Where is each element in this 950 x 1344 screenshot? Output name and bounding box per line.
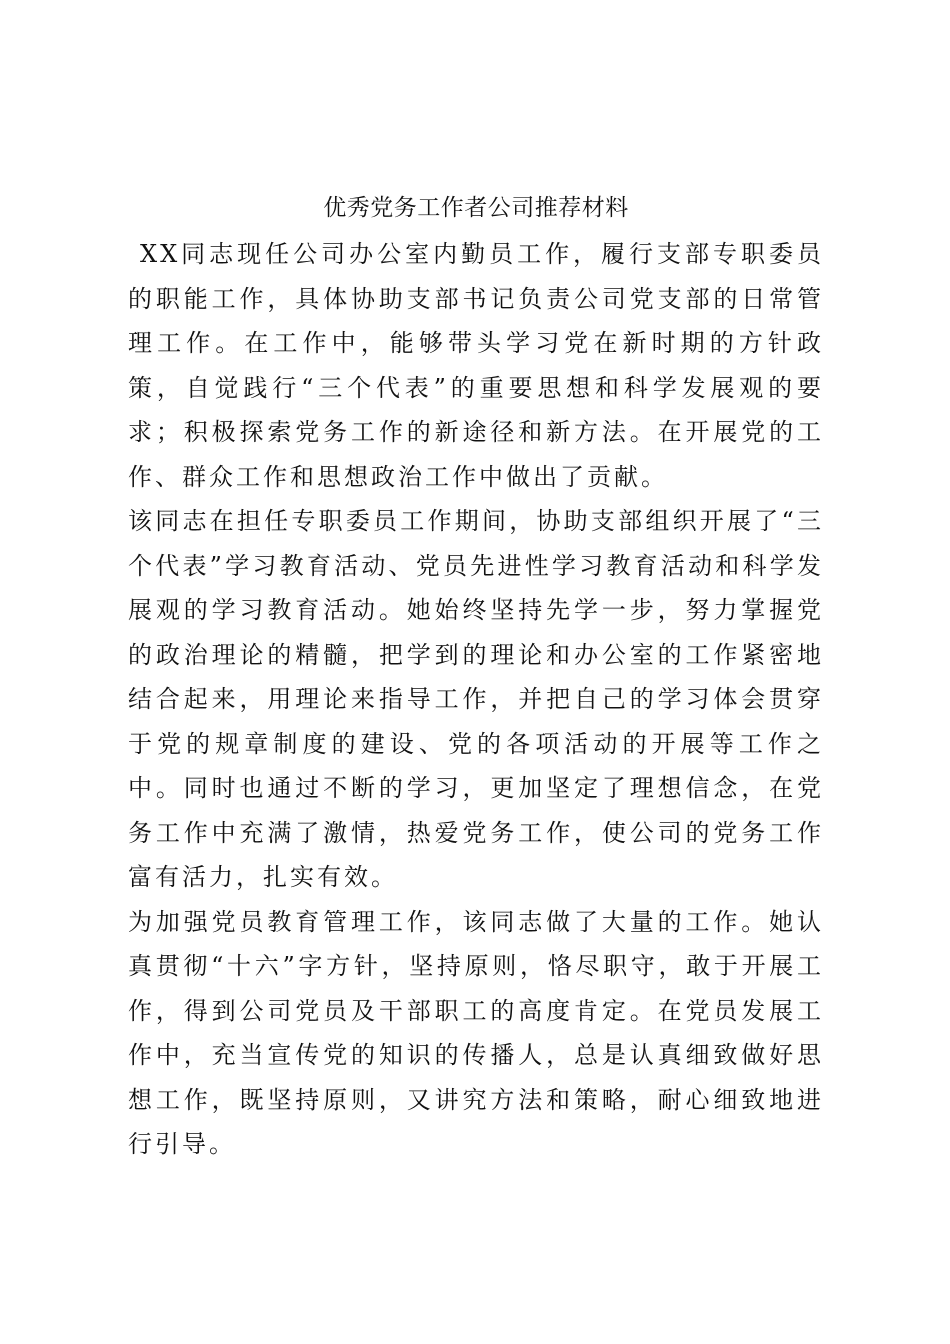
document-body: [128, 188, 824, 1167]
document-title: 优秀党务工作者公司推荐材料: [323, 195, 629, 221]
paragraph-3: 为加强党员教育管理工作，该同志做了大量的工作。她认真贯彻“十六”字方针，坚持原则，恪尽职守，敢于开展工作，得到公司党员及干部职工的高度肯定。在党员发展工作中，充当宣传党的知识的传播人，总是认真细致做好思想工作，既坚持原则，又讲究方法和策略，耐心细致地进行引导。: [128, 907, 824, 1158]
paragraph-2: 该同志在担任专职委员工作期间，协助支部组织开展了“三个代表”学习教育活动、党员先进性学习教育活动和科学发展观的学习教育活动。她始终坚持先学一步，努力掌握党的政治理论的精髓，把学到的理论和办公室的工作紧密地结合起来，用理论来指导工作，并把自己的学习体会贯穿于党的规章制度的建设、党的各项活动的开展等工作之中。同时也通过不断的学习，更加坚定了理想信念，在党务工作中充满了激情，热爱党务工作，使公司的党务工作富有活力，扎实有效。: [128, 507, 824, 891]
paragraph-1: XX同志现任公司办公室内勤员工作，履行支部专职委员的职能工作，具体协助支部书记负责公司党支部的日常管理工作。在工作中，能够带头学习党在新时期的方针政策，自觉践行“三个代表”的重要思想和科学发展观的要求；积极探索党务工作的新途径和新方法。在开展党的工作、群众工作和思想政治工作中做出了贡献。: [128, 240, 824, 491]
